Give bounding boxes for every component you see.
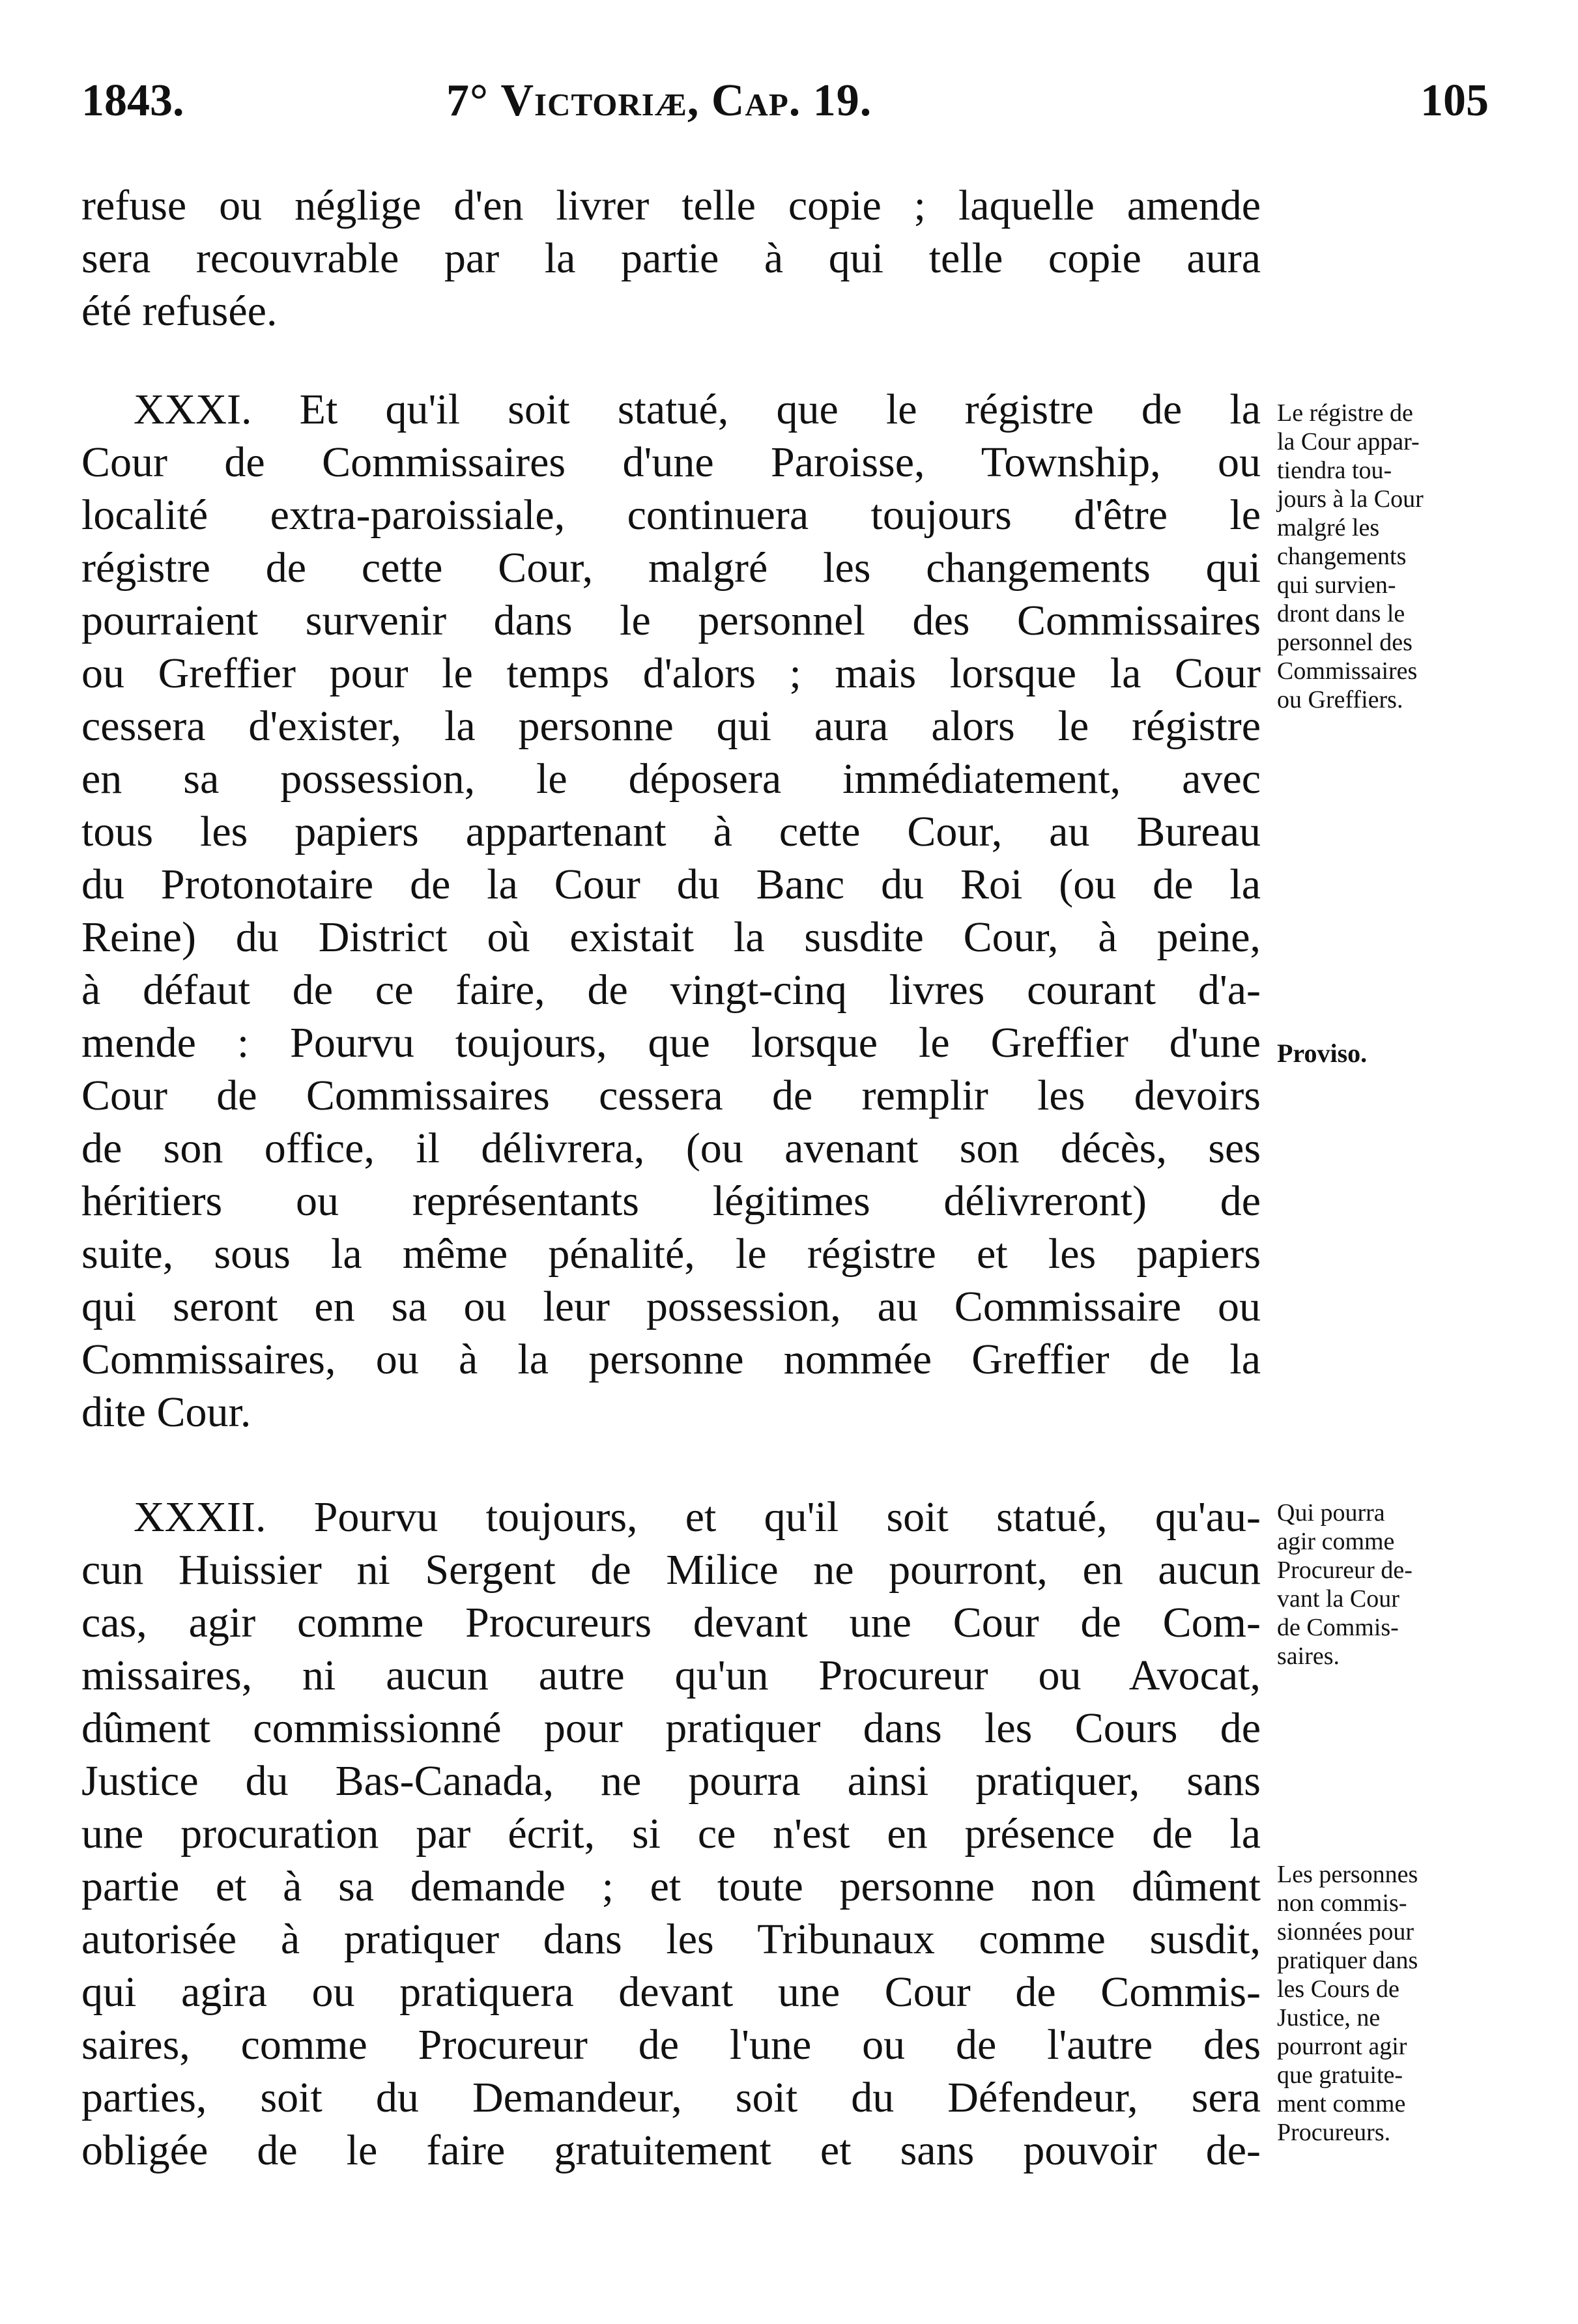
text-line: saires, comme Procureur de l'une ou de l'autre des — [81, 2021, 1261, 2069]
margin-note-line: tiendra tou- — [1277, 457, 1392, 484]
margin-note-unlicensed — [1277, 1860, 1472, 2147]
margin-note-line: ou Greffiers. — [1277, 686, 1403, 713]
margin-note-line: agir comme — [1277, 1528, 1395, 1555]
section-xxxi — [81, 383, 1261, 1439]
text-line: Reine) du District où existait la susdite Cour, à peine, — [81, 913, 1261, 961]
margin-note-line: Procureurs. — [1277, 2119, 1391, 2146]
margin-note-line: saires. — [1277, 1643, 1340, 1670]
margin-note-line: changements — [1277, 543, 1407, 570]
text-line: suite, sous la même pénalité, le régistre et les papiers — [81, 1230, 1261, 1278]
margin-note-line: de Commis- — [1277, 1614, 1399, 1641]
text-line: dite Cour. — [81, 1388, 251, 1436]
text-line: été refusée. — [81, 287, 278, 335]
margin-note-line: Le régistre de — [1277, 399, 1413, 427]
text-line: obligée de le faire gratuitement et sans pouvoir de- — [81, 2127, 1261, 2174]
text-line: Justice du Bas-Canada, ne pourra ainsi pratiquer, sans — [81, 1757, 1261, 1805]
margin-note-line: personnel des — [1277, 629, 1413, 656]
margin-note-line: Justice, ne — [1277, 2004, 1381, 2031]
text-line: qui agira ou pratiquera devant une Cour de Commis- — [81, 1968, 1261, 2016]
text-line: Cour de Commissaires cessera de remplir les devoirs — [81, 1072, 1261, 1119]
margin-note-line: la Cour appar- — [1277, 428, 1420, 455]
header-title-cap: Cap. — [711, 76, 801, 126]
margin-note-attorney — [1277, 1499, 1472, 1671]
text-line: mende : Pourvu toujours, que lorsque le Greffier d'une — [81, 1019, 1261, 1067]
margin-note-proviso — [1277, 1039, 1472, 1068]
margin-note-line: sionnées pour — [1277, 1918, 1414, 1945]
margin-note-line: Commissaires — [1277, 657, 1418, 685]
margin-note-line: Procureur de- — [1277, 1557, 1413, 1584]
section-xxxii — [81, 1491, 1261, 2177]
text-line: XXXI. Et qu'il soit statué, que le régistre de la — [134, 386, 1261, 433]
margin-note-registry — [1277, 399, 1472, 714]
margin-note-line: les Cours de — [1277, 1975, 1399, 2003]
margin-note-line: Proviso. — [1277, 1039, 1368, 1068]
text-line: une procuration par écrit, si ce n'est en présence de la — [81, 1810, 1261, 1858]
page-number: 105 — [1420, 76, 1489, 126]
text-line: du Protonotaire de la Cour du Banc du Roi (ou de la — [81, 861, 1261, 908]
header-title-reign: Victoriæ, — [500, 76, 700, 126]
text-line: cessera d'exister, la personne qui aura alors le régistre — [81, 702, 1261, 750]
text-line: missaires, ni aucun autre qu'un Procureur ou Avocat, — [81, 1652, 1261, 1699]
margin-note-line: dront dans le — [1277, 600, 1405, 627]
margin-note-line: Les personnes — [1277, 1861, 1418, 1888]
margin-note-line: malgré les — [1277, 514, 1380, 541]
text-line: héritiers ou représentants légitimes délivreront) de — [81, 1177, 1261, 1225]
text-line: localité extra-paroissiale, continuera toujours d'être le — [81, 491, 1261, 539]
text-line: refuse ou néglige d'en livrer telle copie ; laquelle amende — [81, 182, 1261, 229]
margin-note-line: que gratuite- — [1277, 2061, 1403, 2089]
text-line: pourraient survenir dans le personnel des Commissaires — [81, 597, 1261, 644]
margin-note-line: ment comme — [1277, 2090, 1406, 2117]
text-line: qui seront en sa ou leur possession, au Commissaire ou — [81, 1283, 1261, 1330]
paragraph-continuation — [81, 179, 1261, 337]
header-title — [446, 75, 872, 127]
header-title-prefix: 7° — [446, 76, 501, 126]
text-line: dûment commissionné pour pratiquer dans les Cours de — [81, 1704, 1261, 1752]
text-line: ou Greffier pour le temps d'alors ; mais lorsque la Cour — [81, 650, 1261, 697]
margin-note-line: qui survien- — [1277, 571, 1396, 599]
text-line: XXXII. Pourvu toujours, et qu'il soit statué, qu'au- — [134, 1493, 1261, 1541]
text-line: sera recouvrable par la partie à qui telle copie aura — [81, 235, 1261, 282]
header-title-num: 19. — [801, 76, 872, 126]
text-line: Commissaires, ou à la personne nommée Greffier de la — [81, 1336, 1261, 1383]
margin-note-line: Qui pourra — [1277, 1499, 1385, 1527]
margin-note-line: non commis- — [1277, 1889, 1407, 1917]
margin-note-line: pourront agir — [1277, 2033, 1407, 2060]
header-year: 1843. — [81, 76, 184, 126]
text-line: à défaut de ce faire, de vingt-cinq livres courant d'a- — [81, 966, 1261, 1014]
text-line: parties, soit du Demandeur, soit du Défendeur, sera — [81, 2074, 1261, 2121]
text-line: Cour de Commissaires d'une Paroisse, Township, ou — [81, 438, 1261, 486]
text-line: tous les papiers appartenant à cette Cour, au Bureau — [81, 808, 1261, 855]
margin-note-line: vant la Cour — [1277, 1585, 1399, 1613]
text-line: régistre de cette Cour, malgré les changements qui — [81, 544, 1261, 592]
text-line: cas, agir comme Procureurs devant une Cour de Com- — [81, 1599, 1261, 1646]
text-line: partie et à sa demande ; et toute personne non dûment — [81, 1863, 1261, 1910]
running-header — [81, 75, 1489, 140]
margin-note-line: pratiquer dans — [1277, 1947, 1418, 1974]
margin-note-line: jours à la Cour — [1277, 485, 1424, 513]
text-line: cun Huissier ni Sergent de Milice ne pourront, en aucun — [81, 1546, 1261, 1594]
text-line: autorisée à pratiquer dans les Tribunaux comme susdit, — [81, 1915, 1261, 1963]
text-line: en sa possession, le déposera immédiatement, avec — [81, 755, 1261, 803]
text-line: de son office, il délivrera, (ou avenant son décès, ses — [81, 1125, 1261, 1172]
